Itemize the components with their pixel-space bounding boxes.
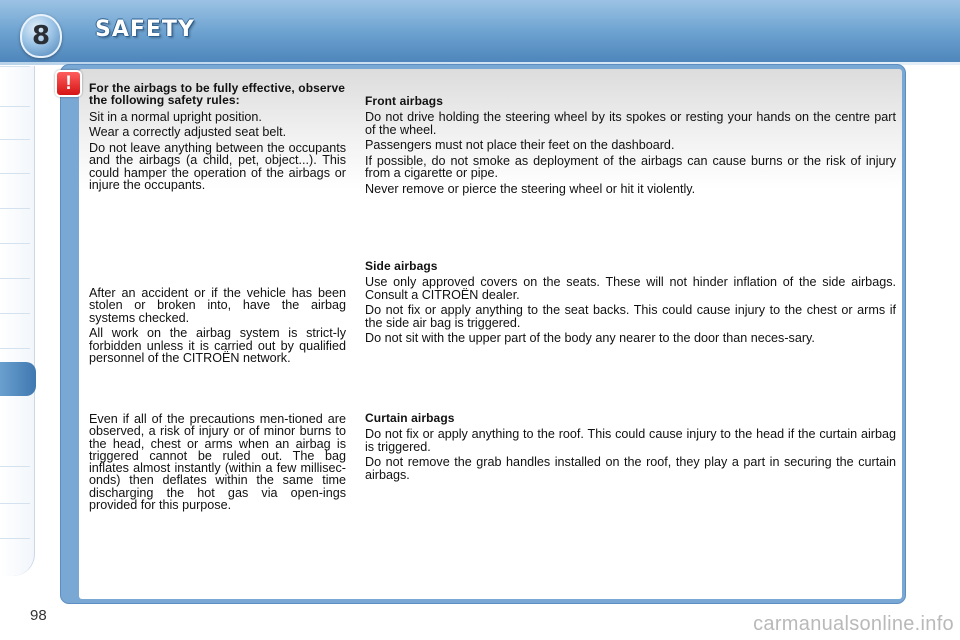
side-airbags-heading: Side airbags xyxy=(365,259,438,273)
curtain-airbags-paragraph: Do not fix or apply anything to the roof. This could cause injury to the head if the curtain airbag is triggered. xyxy=(365,427,896,454)
side-airbags-paragraph: Do not fix or apply anything to the seat backs. This could cause injury to the chest or arms if the side air bag is triggered. xyxy=(365,303,896,330)
front-airbags-heading: Front airbags xyxy=(365,94,443,108)
risk-paragraph: Even if all of the precautions men-tioned are observed, a risk of injury or of minor burns to the head, chest or arms when an airbag is triggered cannot be ruled out. The bag inflates almost instantly (within a few millisec-onds) then deflates within the same time discharging the hot gas via open-ings provided for this purpose. xyxy=(89,412,346,513)
side-airbags-paragraph: Do not sit with the upper part of the body any nearer to the door than neces-sary. xyxy=(365,331,815,346)
risk-notice-block xyxy=(89,413,346,515)
front-airbags-paragraph: Passengers must not place their feet on the dashboard. xyxy=(365,138,675,153)
page-number: 98 xyxy=(30,607,47,624)
right-column xyxy=(365,95,896,595)
curtain-airbags-heading: Curtain airbags xyxy=(365,411,455,425)
tab-divider xyxy=(0,278,30,279)
tab-divider xyxy=(0,538,30,539)
tab-divider xyxy=(0,466,30,467)
side-airbags-paragraph: Use only approved covers on the seats. These will not hinder inflation of the side airbags. Consult a CITROËN dealer. xyxy=(365,275,896,302)
rule-paragraph: Wear a correctly adjusted seat belt. xyxy=(89,125,287,140)
chapter-tab-active[interactable] xyxy=(0,362,36,396)
safety-rules-heading: For the airbags to be fully effective, observe the following safety rules: xyxy=(89,81,346,108)
front-airbags-paragraph: Do not drive holding the steering wheel by its spokes or resting your hands on the centre part of the wheel. xyxy=(365,110,896,137)
rule-paragraph: Do not leave anything between the occupants and the airbags (a child, pet, object...). This could hamper the operation of the airbags or injure the occupants. xyxy=(89,141,346,193)
tab-divider xyxy=(0,503,30,504)
side-airbags-section xyxy=(365,260,896,348)
front-airbags-section xyxy=(365,95,896,199)
front-airbags-paragraph: Never remove or pierce the steering wheel or hit it violently. xyxy=(365,182,696,197)
section-title: SAFETY xyxy=(95,17,195,42)
safety-rules-block xyxy=(89,82,346,195)
tab-divider xyxy=(0,173,30,174)
accident-paragraph: After an accident or if the vehicle has been stolen or broken into, have the airbag systems checked. xyxy=(89,286,346,325)
tab-divider xyxy=(0,348,30,349)
left-column xyxy=(89,82,346,602)
after-accident-block xyxy=(89,287,346,368)
curtain-airbags-paragraph: Do not remove the grab handles installed on the roof, they play a part in securing the curtain airbags. xyxy=(365,455,896,482)
front-airbags-paragraph: If possible, do not smoke as deployment of the airbags can cause burns or the risk of injury from a cigarette or pipe. xyxy=(365,154,896,181)
tab-divider xyxy=(0,313,30,314)
tab-divider xyxy=(0,66,30,67)
rule-paragraph: Sit in a normal upright position. xyxy=(89,109,262,124)
tab-divider xyxy=(0,139,30,140)
tab-divider xyxy=(0,243,30,244)
chapter-tab-strip xyxy=(0,66,35,576)
tab-divider xyxy=(0,208,30,209)
warning-icon: ! xyxy=(55,70,82,97)
curtain-airbags-section xyxy=(365,412,896,484)
watermark: carmanualsonline.info xyxy=(753,613,954,635)
chapter-number-badge: 8 xyxy=(20,14,62,58)
accident-paragraph: All work on the airbag system is strict-ly forbidden unless it is carried out by qualified personnel of the CITROËN network. xyxy=(89,326,346,365)
tab-divider xyxy=(0,106,30,107)
